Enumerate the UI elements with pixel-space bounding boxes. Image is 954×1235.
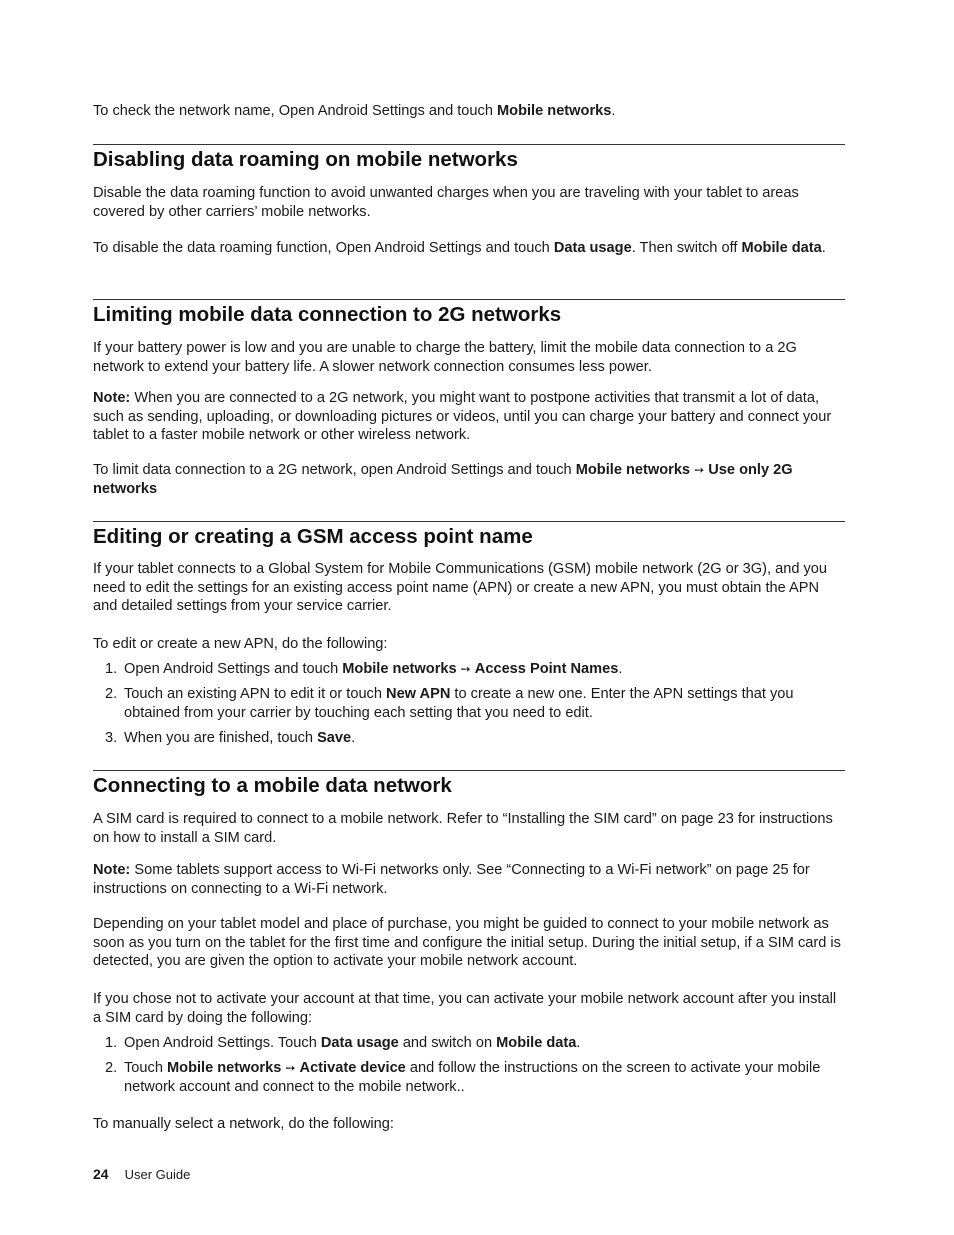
step-activate-device: Activate device: [299, 1060, 406, 1076]
page-number: 24: [93, 1166, 109, 1182]
s1-p2-mid: . Then switch off: [631, 240, 742, 256]
step-post: .: [618, 661, 623, 677]
intro-mobile-networks: Mobile networks: [497, 103, 612, 119]
step-mid: and switch on: [398, 1035, 497, 1051]
footer-guide-title: User Guide: [124, 1167, 191, 1182]
list-number: 3.: [105, 730, 118, 746]
section-heading-data-roaming: Disabling data roaming on mobile networks: [93, 148, 518, 171]
s4-paragraph-1: A SIM card is required to connect to a mobile network. Refer to “Installing the SIM card” on page 23 for instructions on how to install a SIM card.: [93, 811, 833, 846]
step-save: Save: [317, 730, 352, 746]
s2-mobile-networks: Mobile networks: [575, 462, 691, 478]
list-item: [105, 1059, 845, 1096]
s3-paragraph-2: To edit or create a new APN, do the following:: [93, 636, 388, 652]
step-data-usage: Data usage: [320, 1035, 399, 1051]
s4-paragraph-3: Depending on your tablet model and place of purchase, you might be guided to connect to your mobile network as soon as you turn on the tablet for the first time and configure the initial setup. During the initial setup, if a SIM card is detected, you are given the option to activate your mobile network account.: [93, 916, 841, 969]
page-footer: [93, 1166, 190, 1182]
list-number: 1.: [105, 661, 118, 677]
list-number: 2.: [105, 686, 118, 702]
list-number: 2.: [105, 1060, 118, 1076]
list-item: [105, 1034, 845, 1053]
step-post: and follow the instructions on the screen to activate your mobile network account and connect to the mobile network..: [124, 1060, 821, 1095]
arrow-right-icon: ➙: [460, 662, 471, 676]
s4-note: [93, 861, 845, 898]
step-mobile-networks: Mobile networks: [167, 1060, 282, 1076]
note-label: Note:: [93, 390, 131, 406]
intro-text: To check the network name, Open Android Settings and touch: [93, 103, 498, 119]
list-item: [105, 660, 845, 679]
s4-note-text: Some tablets support access to Wi-Fi networks only. See “Connecting to a Wi-Fi network” on page 25 for instructions on connecting to a Wi-Fi network.: [93, 862, 810, 897]
section-divider: [93, 144, 845, 145]
s2-note: [93, 389, 845, 445]
section-heading-2g-networks: Limiting mobile data connection to 2G networks: [93, 303, 562, 326]
section-divider: [93, 521, 845, 522]
s2-paragraph-1: If your battery power is low and you are unable to charge the battery, limit the mobile data connection to a 2G network to extend your battery life. A slower network connection consumes less power.: [93, 340, 797, 375]
list-number: 1.: [105, 1035, 118, 1051]
s2-note-text: When you are connected to a 2G network, you might want to postpone activities that transmit a lot of data, such as sending, uploading, or downloading pictures or videos, until you can charge your battery and connect your tablet to a faster mobile network or other wireless network.: [93, 390, 832, 443]
intro-paragraph: [93, 102, 845, 121]
section-heading-mobile-data-network: Connecting to a mobile data network: [93, 774, 452, 797]
step-mobile-networks: Mobile networks: [342, 661, 457, 677]
s2-use-only-2g: Use only 2G networks: [93, 462, 793, 497]
section-divider: [93, 299, 845, 300]
s2-p3-text: To limit data connection to a 2G network, open Android Settings and touch: [93, 462, 576, 478]
s1-mobile-data: Mobile data: [741, 240, 822, 256]
step-post: .: [351, 730, 356, 746]
step-new-apn: New APN: [386, 686, 451, 702]
arrow-right-icon: ➙: [285, 1061, 296, 1075]
step-text: Touch: [124, 1060, 167, 1076]
step-text: When you are finished, touch: [124, 730, 318, 746]
step-text: Touch an existing APN to edit it or touch: [124, 686, 387, 702]
intro-period: .: [611, 103, 616, 119]
section-heading-gsm-apn: Editing or creating a GSM access point name: [93, 525, 533, 548]
arrow-right-icon: ➙: [694, 463, 705, 477]
list-item: [105, 685, 845, 722]
s4-paragraph-4: If you chose not to activate your account at that time, you can activate your mobile network account after you install a SIM card by doing the following:: [93, 991, 837, 1026]
step-text: Open Android Settings and touch: [124, 661, 343, 677]
list-item: [105, 729, 845, 748]
s3-paragraph-1: If your tablet connects to a Global System for Mobile Communications (GSM) mobile network (2G or 3G), and you need to edit the settings for an existing access point name (APN) or create a new APN, you must obtain the APN and detailed settings from your service carrier.: [93, 561, 828, 614]
s1-p2-text: To disable the data roaming function, Open Android Settings and touch: [93, 240, 554, 256]
step-text: Open Android Settings. Touch: [124, 1035, 321, 1051]
s1-p2-post: .: [821, 240, 826, 256]
s1-data-usage: Data usage: [553, 240, 632, 256]
note-label: Note:: [93, 862, 131, 878]
s1-paragraph-1: Disable the data roaming function to avoid unwanted charges when you are traveling with your tablet to areas covered by other carriers’ mobile networks.: [93, 185, 799, 220]
step-post: .: [576, 1035, 581, 1051]
s4-paragraph-5: To manually select a network, do the following:: [93, 1116, 394, 1132]
s1-paragraph-2: [93, 239, 845, 258]
step-mobile-data: Mobile data: [496, 1035, 577, 1051]
section-divider: [93, 770, 845, 771]
step-access-point-names: Access Point Names: [474, 661, 619, 677]
s2-paragraph-3: [93, 461, 845, 498]
step-post: to create a new one. Enter the APN settings that you obtained from your carrier by touching each setting that you need to edit.: [124, 686, 794, 721]
